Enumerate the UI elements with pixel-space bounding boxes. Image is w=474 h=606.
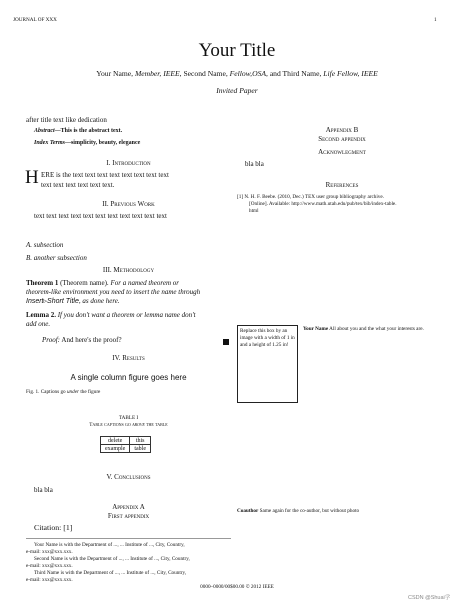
lemma-line-2: add one. <box>26 320 51 328</box>
section-introduction-title: I. Introduction <box>106 159 151 167</box>
section-previous-work-title: II. Previous Work <box>102 200 155 208</box>
table-caption-a: Table captions go <box>89 422 133 428</box>
dedication: after title text like dedication <box>26 116 107 124</box>
bio-2-text: Same again for the co-author, but without photo <box>259 508 360 514</box>
bio-1-name: Your Name <box>303 326 329 332</box>
footnote-1a: Your Name is with the Department of ..., ... Institute of ..., City, Country, <box>34 542 185 548</box>
bio-2-name: Coauthor <box>237 508 259 514</box>
previous-work-text: text text text text text text text text text text text <box>34 212 167 220</box>
proof <box>42 336 122 345</box>
author-3-role: Life Fellow, IEEE <box>323 69 378 78</box>
lemma <box>26 311 232 329</box>
theorem <box>26 279 232 306</box>
copyright-line: 0000–0000/00$00.00 © 2012 IEEE <box>200 584 274 590</box>
section-methodology-title: III. Methodology <box>102 266 155 274</box>
abstract-text: —This is the abstract text. <box>54 128 123 134</box>
abstract-label: Abstract <box>34 128 55 134</box>
figure-placeholder: A single column figure goes here <box>70 373 187 382</box>
reference-1-line-2: [Online]. Available: http://www.math.utah.edu/pub/tex/bib/index-table. <box>249 201 397 207</box>
footnote-2a: Second Name is with the Department of ..., ... Institute of ..., City, Country, <box>34 556 190 562</box>
section-results-title: IV. Results <box>112 354 145 362</box>
reference-1-line-1: [1] N. H. F. Beebe. (2010, Dec.) TEX user group bibliography archive. <box>237 194 385 200</box>
index-terms <box>34 139 140 147</box>
author-2: , Second Name, <box>179 69 228 78</box>
theorem-arrow-icon: ▹ <box>43 297 48 305</box>
reference-1 <box>237 194 447 215</box>
table-caption-b: above <box>132 422 145 428</box>
figure-caption-a: Fig. 1. Captions go <box>26 389 67 395</box>
footnote-3a: Third Name is with the Department of ..., ... Institute of ..., City, Country, <box>34 570 187 576</box>
bio-your-name <box>303 326 449 333</box>
citation: Citation: [1] <box>34 523 73 532</box>
example-table <box>100 436 151 453</box>
theorem-line-2: theorem-like environment you need to insert the name through <box>26 288 201 296</box>
lemma-label: Lemma 2. <box>26 311 56 319</box>
conclusions-text: bla bla <box>34 486 53 494</box>
section-conclusions-title: V. Conclusions <box>106 473 151 481</box>
intro-line-1: ERE is the text text text text text text text text <box>41 171 169 179</box>
bio-coauthor <box>237 508 449 515</box>
example-table-grid <box>100 436 151 453</box>
appendix-b-subtitle: Second appendix <box>318 135 366 143</box>
proof-label: Proof: <box>42 336 61 344</box>
author-1-role: Member, IEEE <box>134 69 180 78</box>
theorem-insert: Insert <box>26 298 44 305</box>
references-title: References <box>325 181 359 189</box>
appendix-b-title: Appendix B <box>325 126 359 134</box>
author-2-role: Fellow,OSA <box>229 69 267 78</box>
abstract <box>34 127 122 135</box>
index-terms-text: —simplicity, beauty, elegance <box>64 140 141 146</box>
dropcap: H <box>25 167 39 188</box>
author-line <box>0 69 474 79</box>
subsection-a: A. subsection <box>26 241 64 249</box>
table-row <box>101 437 151 445</box>
acknowledgment-title: Acknowlegment <box>318 148 366 156</box>
appendix-a-title: Appendix A <box>112 503 145 511</box>
qed-square <box>223 339 229 345</box>
figure-caption-b: under <box>66 389 80 395</box>
footnote-3b: e-mail: xxx@xxx.xxx. <box>26 577 73 583</box>
index-terms-label: Index Terms <box>34 140 65 146</box>
paper-type: Invited Paper <box>216 86 258 95</box>
figure-caption <box>26 389 100 396</box>
subsection-b: B. another subsection <box>26 254 87 262</box>
footnote-2b: e-mail: xxx@xxx.xxx. <box>26 563 73 569</box>
intro-line-2: text text text text text text. <box>41 181 115 189</box>
photo-placeholder-text: Replace this box by an image with a width of 1 in and a height of 1.25 in! <box>240 328 295 348</box>
theorem-short-title: Short Title <box>47 298 79 305</box>
table-caption-c: the table <box>144 422 168 428</box>
reference-1-line-3: html <box>249 208 259 214</box>
theorem-label: Theorem 1 <box>26 279 59 287</box>
theorem-name: (Theorem name). <box>60 279 109 287</box>
table-caption <box>26 422 231 429</box>
paper-title: Your Title <box>198 40 276 61</box>
author-3: , and Third Name, <box>266 69 322 78</box>
author-photo-placeholder <box>237 325 298 403</box>
appendix-a-subtitle: First appendix <box>107 512 150 520</box>
table-cell: this <box>130 437 151 445</box>
table-number: TABLE I <box>118 415 139 421</box>
theorem-line-1: For a named theorem or <box>110 279 180 287</box>
proof-text: And here's the proof? <box>61 336 122 344</box>
figure-caption-c: the figure <box>79 389 101 395</box>
footnotes <box>26 542 236 584</box>
acknowledgment-text: bla bla <box>245 160 264 168</box>
lemma-line-1: If you don't want a theorem or lemma name don't <box>57 311 196 319</box>
table-cell: delete <box>101 437 130 445</box>
journal-header: JOURNAL OF XXX <box>13 17 57 23</box>
author-1: Your Name, <box>96 69 134 78</box>
table-row <box>101 445 151 453</box>
watermark: CSDN @Shuai学 <box>408 595 451 601</box>
bio-1-text: All about you and the what your interests are. <box>329 326 424 332</box>
table-cell: example <box>101 445 130 453</box>
theorem-line-3-end: , as done here. <box>78 297 120 305</box>
page-number: 1 <box>434 17 437 23</box>
table-cell: table <box>130 445 151 453</box>
footnote-1b: e-mail: xxx@xxx.xxx. <box>26 549 73 555</box>
footnote-rule <box>26 538 231 539</box>
